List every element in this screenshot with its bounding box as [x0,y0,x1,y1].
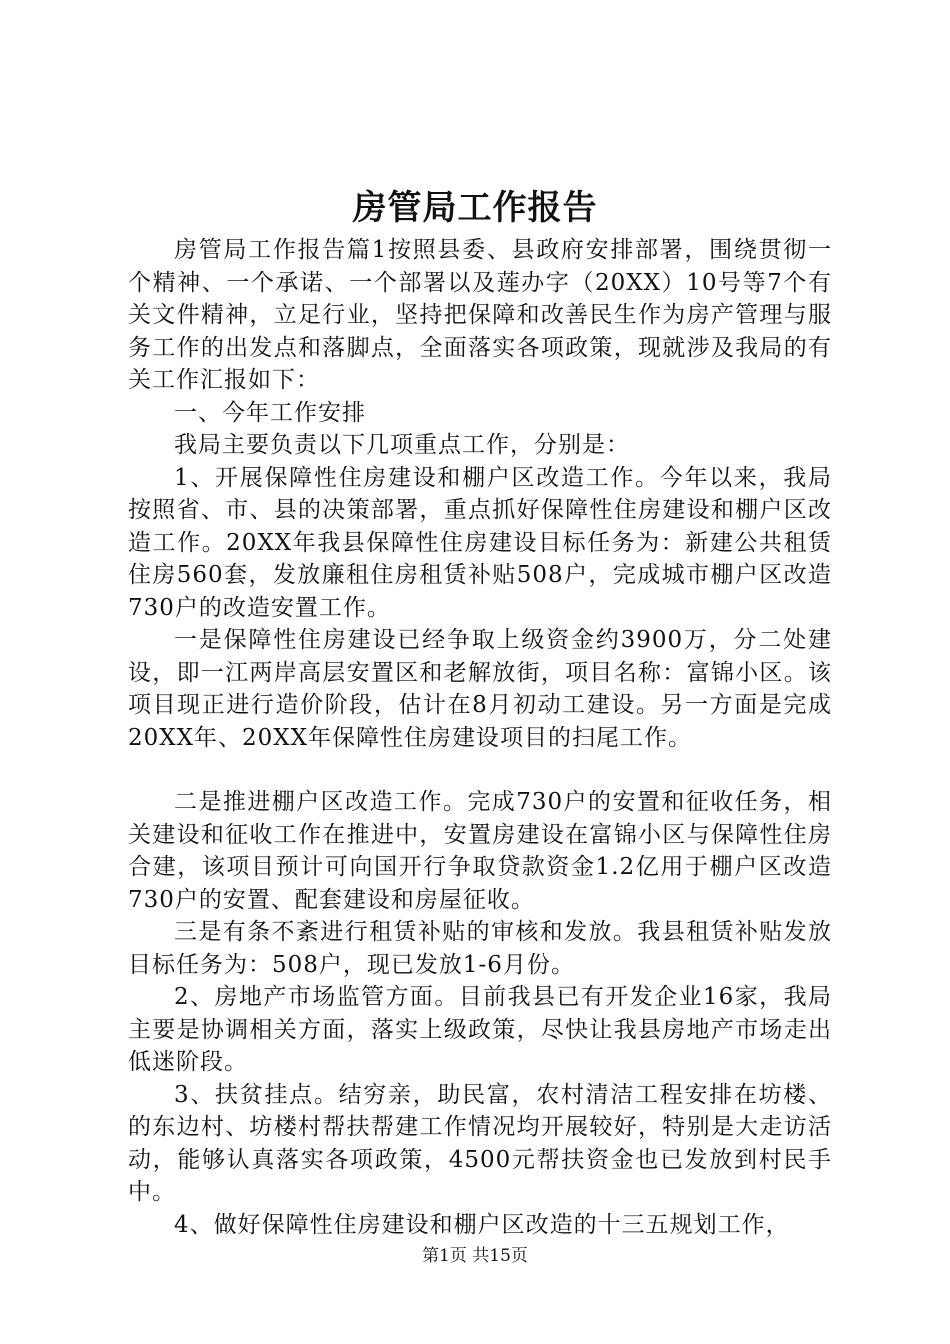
section-heading: 一、今年工作安排 [174,399,366,426]
paragraph-item-4: 4、做好保障性住房建设和棚户区改造的十三五规划工作， [174,1211,790,1238]
paragraph-sub-1: 一是保障性住房建设已经争取上级资金约3900万，分二处建设，即一江两岸高层安置区和老解放街，项目名称：富锦小区。该项目现正进行造价阶段，估计在8月初动工建设。另一方面是完成20XX年、20XX年保障性住房建设项目的扫尾工作。 [128,627,832,751]
paragraph-item-3: 3、扶贫挂点。结穷亲，助民富，农村清洁工程安排在坊楼、的东边村、坊楼村帮扶帮建工作情况均开展较好，特别是大走访活动，能够认真落实各项政策，4500元帮扶资金也已发放到村民手中。 [128,1081,832,1205]
document-body [128,234,832,1241]
paragraph-item-2: 2、房地产市场监管方面。目前我县已有开发企业16家，我局主要是协调相关方面，落实上级政策，尽快让我县房地产市场走出低迷阶段。 [128,984,832,1075]
paragraph-item-1: 1、开展保障性住房建设和棚户区改造工作。今年以来，我局按照省、市、县的决策部署，重点抓好保障性住房建设和棚户区改造工作。20XX年我县保障性住房建设目标任务为：新建公共租赁住房560套，发放廉租住房租赁补贴508户，完成城市棚户区改造730户的改造安置工作。 [128,464,832,621]
paragraph-intro: 房管局工作报告篇1按照县委、县政府安排部署，围绕贯彻一个精神、一个承诺、一个部署以及莲办字（20XX）10号等7个有关文件精神，立足行业，坚持把保障和改善民生作为房产管理与服务工作的出发点和落脚点，全面落实各项政策，现就涉及我局的有关工作汇报如下： [128,237,832,393]
document-title: 房管局工作报告 [352,188,598,228]
page-number-footer: 第1页 共15页 [422,1246,528,1266]
paragraph-sub-2: 二是推进棚户区改造工作。完成730户的安置和征收任务，相关建设和征收工作在推进中，安置房建设在富锦小区与保障性住房合建，该项目预计可向国开行争取贷款资金1.2亿用于棚户区改造730户的安置、配套建设和房屋征收。 [128,789,832,913]
paragraph-overview: 我局主要负责以下几项重点工作，分别是： [174,432,630,458]
paragraph-sub-3: 三是有条不紊进行租赁补贴的审核和发放。我县租赁补贴发放目标任务为：508户，现已发放1-6月份。 [128,919,832,978]
